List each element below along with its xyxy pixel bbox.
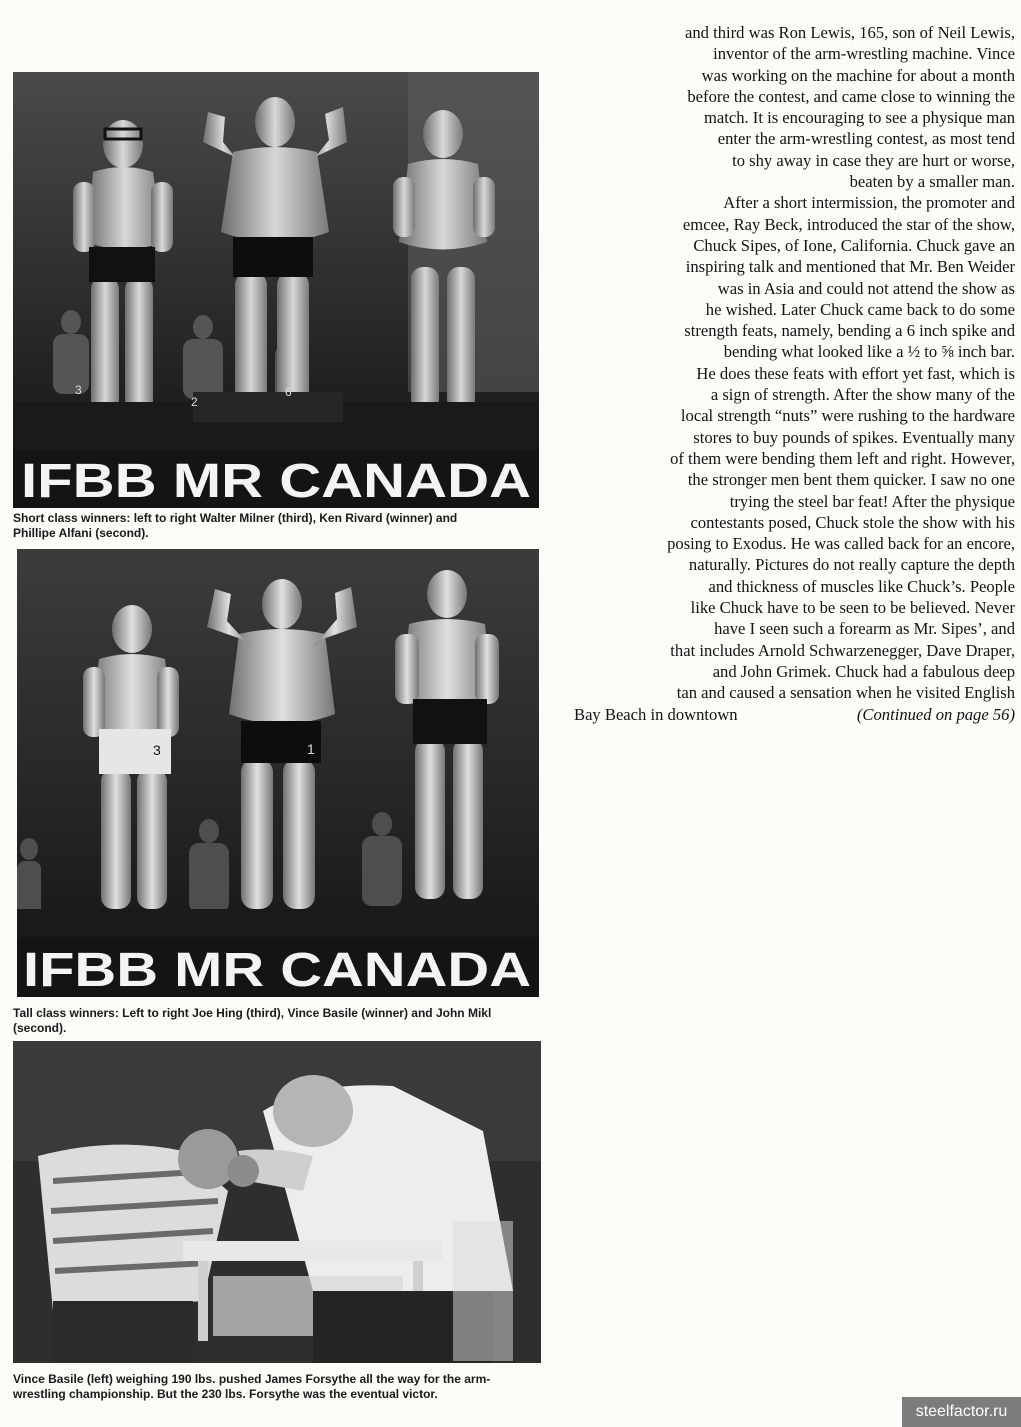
continued-on-page-note: (Continued on page 56) [856,704,1015,724]
photo-short-class-winners [13,72,539,508]
caption-line: wrestling championship. But the 230 lbs. Forsythe was the eventual victor. [13,1387,438,1401]
article-line: naturally. Pictures do not really capture the depth [688,555,1015,575]
article-line: Chuck Sipes, of Ione, California. Chuck gave an [693,235,1015,255]
caption-arm-wrestling [13,1372,541,1402]
podium-number: 2 [191,395,198,409]
podium-number: 1 [307,741,315,757]
podium-number: 3 [75,383,82,397]
article-line: and John Grimek. Chuck had a fabulous deep [712,661,1015,681]
article-line: of them were bending them left and right. However, [670,448,1015,468]
article-line: posing to Exodus. He was called back for an encore, [667,534,1015,554]
site-watermark: steelfactor.ru [902,1397,1021,1427]
article-line: was working on the machine for about a month [701,65,1015,85]
article-line: like Chuck have to be seen to be believed. Never [690,598,1015,618]
article-line: beaten by a smaller man. [849,172,1015,192]
article-line: strength feats, namely, bending a 6 inch spike and [684,321,1015,341]
article-line: contestants posed, Chuck stole the show with his [690,512,1015,532]
article-line: before the contest, and came close to winning the [687,86,1015,106]
photo-tall-class-winners [17,549,539,997]
article-line: bending what looked like a ½ to ⅝ inch bar. [723,342,1015,362]
caption-line: Tall class winners: Left to right Joe Hing (third), Vince Basile (winner) and John Mikl [13,1006,492,1020]
article-line: have I seen such a forearm as Mr. Sipes’, and [714,619,1015,639]
article-line: he wished. Later Chuck came back to do some [705,299,1015,319]
article-line: inspiring talk and mentioned that Mr. Ben Weider [685,257,1015,277]
article-line: tan and caused a sensation when he visited English [676,683,1015,703]
caption-tall-class [13,1006,541,1036]
article-line: trying the steel bar feat! After the physique [729,491,1015,511]
article-line: local strength “nuts” were rushing to the hardware [680,406,1015,426]
caption-line: (second). [13,1021,67,1035]
caption-line: Vince Basile (left) weighing 190 lbs. pushed James Forsythe all the way for the arm- [13,1372,491,1386]
caption-line: Phillipe Alfani (second). [13,526,149,540]
article-line: the stronger men bent them quicker. I saw no one [687,470,1015,490]
article-line: and third was Ron Lewis, 165, son of Neil Lewis, [685,23,1015,42]
article-line: He does these feats with effort yet fast, which is [696,363,1015,383]
article-line: Bay Beach in downtown [574,704,738,724]
podium-number: 6 [285,385,292,399]
caption-line: Short class winners: left to right Walter Milner (third), Ken Rivard (winner) and [13,511,458,525]
article-line: enter the arm-wrestling contest, as most tend [717,129,1015,149]
article-line: was in Asia and could not attend the show as [717,278,1015,298]
article-line: to shy away in case they are hurt or worse, [732,150,1015,170]
photo-banner-text: IFBB MR CANADA [23,944,531,997]
article-line: stores to buy pounds of spikes. Eventually many [693,427,1015,447]
caption-short-class [13,511,541,541]
podium-number: 3 [153,742,161,758]
article-line: a sign of strength. After the show many of the [710,385,1015,405]
article-text-column [560,22,1015,725]
article-line: that includes Arnold Schwarzenegger, Dave Draper, [670,640,1015,660]
article-line: inventor of the arm-wrestling machine. Vince [713,44,1015,64]
article-last-line [560,704,1015,725]
photo-arm-wrestling [13,1041,541,1363]
article-line: After a short intermission, the promoter and [723,193,1015,213]
article-line: emcee, Ray Beck, introduced the star of the show, [682,214,1015,234]
article-line: and thickness of muscles like Chuck’s. People [708,576,1015,596]
photo-banner-text: IFBB MR CANADA [21,455,531,508]
article-line: match. It is encouraging to see a physique man [703,108,1015,128]
